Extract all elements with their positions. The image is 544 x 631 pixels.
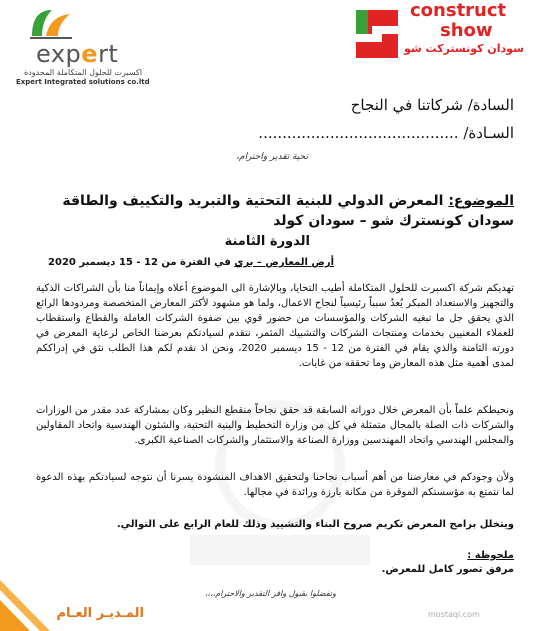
watermark-text: mostaqi.com	[428, 610, 480, 619]
expert-logo-word: expert	[36, 40, 119, 68]
body-paragraph-1: تهديكم شركة اكسبرت للحلول المتكاملة أطيب التحايا، وبالإشارة الى الموضوع أعلاه وإيماناً منا بأن الشراكات الذكية والتجهيز والاستعداد المبكر يُعدُ سبباً رئيسياً لنجاح الاعمال، ولما هو مشهود لأكثر المعارض المتخصصة ومردودها الرائع الذي يحقق جل ما تبغيه الشركات والمؤسسات من حضور قوي بين صفوة الشركات العاملة والقطاع واستقطاب للعملاء المعنيين بخدمات ومنتجات الشركات والتشبيك المثمر، نتقدم لسيادتكم بعرضنا الخاص لرعاية المعرض في دورته الثامنة والذي يقام في الفترة من 12 - 15 ديسمبر 2020، ونحن اذ نقدم لكم هذا الطلب نثق في إدراككم لمدى أهمية مثل هذه المعارض وما تحققه من غايات.	[36, 283, 514, 369]
construct-show-line2: show	[440, 20, 493, 41]
subject-line-2: سودان كونسترك شو – سودان كولد	[273, 213, 514, 229]
dates-text: في الفترة من 12 - 15 ديسمبر 2020	[48, 257, 231, 268]
note-label: ملحوظة :	[467, 550, 514, 561]
construct-show-line1: construct	[410, 0, 507, 21]
expert-logo	[6, 4, 156, 88]
subject-text: المعرض الدولي للبنية التحتية والتبريد والتكييف والطاقة	[62, 193, 444, 209]
closing-line: ويتخلل برامج المعرض تكريم صروح البناء والتشييد وذلك للعام الرابع على التوالي.	[116, 519, 514, 530]
construct-show-arabic: سودان كونستركت شو	[404, 42, 524, 55]
signer-title: المـديـر العـام	[56, 606, 144, 621]
subject-line	[34, 192, 514, 211]
expert-logo-english-name: Expert Integrated solutions co.ltd	[16, 78, 150, 86]
thanks-line: وتفضلوا بقبول وافر التقدير والاحترام،،،،	[204, 589, 336, 598]
expert-logo-mark-icon	[28, 6, 74, 42]
corner-stripes-icon	[0, 560, 50, 631]
dates-label: أرض المعارض – بري	[234, 257, 334, 268]
greeting-line-2: السـادة/ ..........................................	[258, 124, 514, 142]
expert-logo-arabic-name: اكسبرت للحلول المتكاملة المحدودة	[24, 68, 143, 77]
event-dates	[48, 257, 334, 268]
body-paragraph-3: ولأن وجودكم في معارضنا من أهم أسباب نجاحنا ولتحقيق الاهداف المنشودة يسرنا أن نتوجه لسيادتكم بهذه الدعوة لما نتمتع به مؤسستكم الموقرة من مكانة بارزة ورائدة في مجالها.	[36, 472, 514, 498]
note-text: مرفق تصور كامل للمعرض.	[381, 564, 514, 575]
subject-label: الموضوع:	[448, 193, 514, 209]
salutation: تحية تقدير واحترام،	[236, 152, 308, 162]
construct-show-logo	[348, 0, 544, 74]
greeting-line-1: السادة/ شركاتنا في النجاح	[350, 96, 514, 114]
edition-title: الدورة الثامنة	[224, 234, 310, 249]
body-paragraph-2: ونحيطكم علماً بأن المعرض خلال دوراته السابقة قد حقق نجاحاً منقطع النظير وكان بمشاركة عدد مقدر من الوزارات والشركات ذات الصلة بالمجال متمثلة في كل من وزارة التخطيط والبنية التحتية، والشئون الهندسية واتحاد المقاولين والمجلس الهندسي واتحاد المهندسين ووزارة الصناعة والاستثمار والشركات الصناعية الكبرى.	[36, 405, 514, 446]
construct-show-mark-icon	[350, 4, 404, 62]
